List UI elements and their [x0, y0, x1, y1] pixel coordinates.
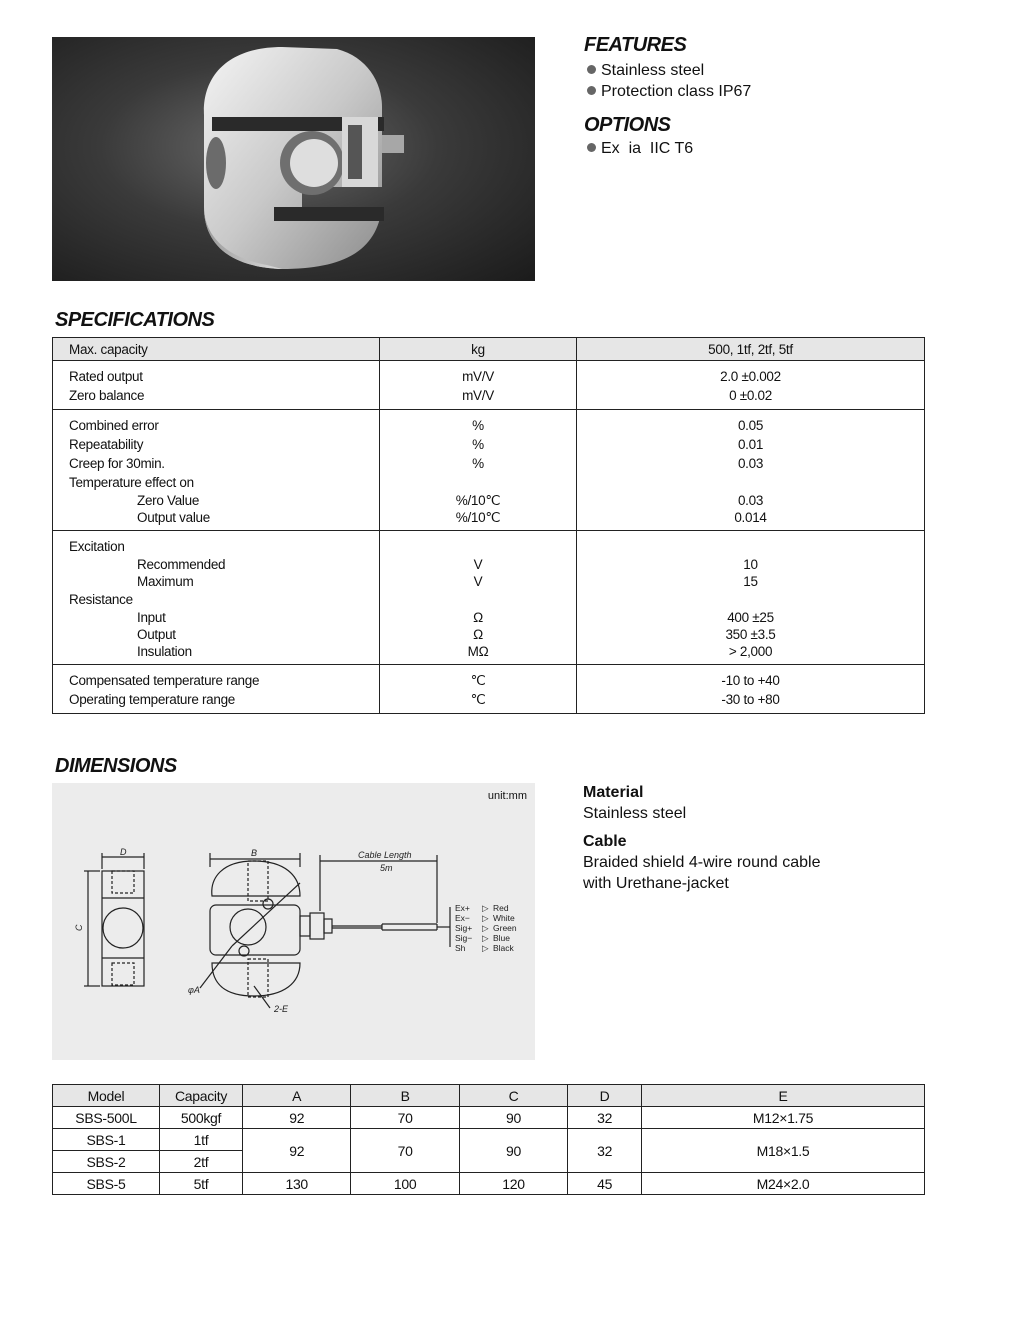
material-title: Material: [583, 784, 644, 801]
column-header: B: [351, 1085, 459, 1107]
param-label: Maximum: [137, 574, 194, 589]
options-list: [587, 138, 693, 159]
wire-color: Green: [493, 923, 517, 933]
wire-signal: Sh: [455, 943, 466, 953]
unit-label: V: [473, 557, 483, 572]
param-label: Insulation: [137, 644, 192, 659]
unit-label: %/10℃: [455, 510, 501, 525]
param-label: Input: [137, 610, 166, 625]
value-label: 2.0 ±0.002: [720, 369, 781, 384]
value-label: > 2,000: [728, 644, 773, 659]
list-item: Protection class IP67: [587, 81, 751, 102]
features-title: FEATURES: [584, 34, 687, 56]
wire-signal: Sig+: [455, 923, 473, 933]
column-header: C: [459, 1085, 567, 1107]
e-cell: M18×1.5: [642, 1129, 925, 1173]
value-label: -30 to +80: [721, 692, 780, 707]
dim-e-label: 2-E: [274, 1004, 289, 1014]
cable-line-1: Braided shield 4-wire round cable: [583, 854, 821, 871]
column-header: D: [568, 1085, 642, 1107]
model-cell: SBS-1: [53, 1129, 160, 1151]
dim-b-label: B: [251, 848, 258, 858]
unit-label: %/10℃: [455, 493, 501, 508]
param-label: Rated output: [69, 369, 143, 384]
param-label: Compensated temperature range: [69, 673, 260, 688]
unit-label: Ω: [473, 610, 483, 625]
unit-label: unit:mm: [487, 790, 527, 802]
a-cell: 92: [243, 1129, 351, 1173]
column-header: E: [642, 1085, 925, 1107]
wire-signal: Sig−: [455, 933, 473, 943]
value-label: [577, 590, 924, 609]
capacity-cell: 2tf: [160, 1151, 243, 1173]
table-row: [53, 531, 925, 665]
value-label: [577, 473, 924, 492]
param-label: Output: [137, 627, 176, 642]
table-row: [53, 665, 925, 714]
value-label: 0.01: [737, 437, 764, 452]
dimension-drawing: [52, 783, 535, 1060]
list-item: Ex ia IIC T6: [587, 138, 693, 159]
technical-drawing: [52, 783, 535, 1060]
wire-color: White: [493, 913, 515, 923]
models-table: [52, 1084, 925, 1195]
c-cell: 120: [459, 1173, 567, 1195]
cable-length-value: 5m: [380, 863, 393, 873]
unit-label: [380, 590, 576, 609]
b-cell: 70: [351, 1129, 459, 1173]
param-label: Operating temperature range: [69, 692, 236, 707]
unit-label: %: [472, 456, 484, 471]
unit-label: ℃: [470, 692, 486, 707]
c-cell: 90: [459, 1107, 567, 1129]
capacity-cell: 500kgf: [160, 1107, 243, 1129]
unit-label: %: [472, 437, 484, 452]
param-label: Zero Value: [137, 493, 200, 508]
param-label: Resistance: [69, 592, 133, 607]
options-title: OPTIONS: [584, 114, 671, 136]
table-row: [53, 1085, 925, 1107]
unit-label: Ω: [473, 627, 483, 642]
unit-label: MΩ: [467, 644, 489, 659]
value-label: [577, 537, 924, 556]
wire-color: Red: [493, 903, 509, 913]
unit-label: V: [473, 574, 483, 589]
triangle-icon: ▷: [482, 933, 489, 943]
capacity-cell: 5tf: [160, 1173, 243, 1195]
model-cell: SBS-5: [53, 1173, 160, 1195]
header-value: 500, 1tf, 2tf, 5tf: [577, 338, 925, 361]
dim-a-label: φA: [188, 985, 200, 995]
list-item: Stainless steel: [587, 60, 751, 81]
specifications-table: [52, 337, 925, 714]
param-label: Recommended: [137, 557, 226, 572]
e-cell: M24×2.0: [642, 1173, 925, 1195]
wire-signal: Ex+: [455, 903, 470, 913]
column-header: Model: [53, 1085, 160, 1107]
e-cell: M12×1.75: [642, 1107, 925, 1129]
param-label: Output value: [137, 510, 210, 525]
unit-label: ℃: [470, 673, 486, 688]
table-row: [53, 1173, 925, 1195]
d-cell: 32: [568, 1107, 642, 1129]
unit-label: [380, 537, 576, 556]
unit-label: %: [472, 418, 484, 433]
product-photo: [52, 37, 535, 281]
b-cell: 70: [351, 1107, 459, 1129]
wire-color: Black: [493, 943, 514, 953]
dim-d-label: D: [120, 847, 127, 857]
d-cell: 45: [568, 1173, 642, 1195]
capacity-cell: 1tf: [160, 1129, 243, 1151]
bullet-icon: [587, 65, 596, 74]
material-value: Stainless steel: [583, 805, 687, 822]
bullet-icon: [587, 86, 596, 95]
cable-line-2: with Urethane-jacket: [583, 875, 729, 892]
value-label: 0.014: [734, 510, 767, 525]
a-cell: 92: [243, 1107, 351, 1129]
value-label: 0 ±0.02: [729, 388, 772, 403]
column-header: A: [243, 1085, 351, 1107]
model-cell: SBS-500L: [53, 1107, 160, 1129]
column-header: Capacity: [160, 1085, 243, 1107]
header-param: Max. capacity: [53, 338, 380, 361]
model-cell: SBS-2: [53, 1151, 160, 1173]
wire-color: Blue: [493, 933, 511, 943]
param-label: Zero balance: [69, 388, 145, 403]
material-info: [583, 782, 820, 894]
cable-title: Cable: [583, 833, 627, 850]
param-label: Excitation: [69, 539, 125, 554]
bullet-icon: [587, 143, 596, 152]
features-list: [587, 60, 751, 102]
value-label: 0.03: [737, 493, 764, 508]
param-label: Creep for 30min.: [69, 456, 165, 471]
value-label: 400 ±25: [727, 610, 774, 625]
table-row: [53, 1107, 925, 1129]
param-label: Repeatability: [69, 437, 144, 452]
wire-signal: Ex−: [455, 913, 470, 923]
b-cell: 100: [351, 1173, 459, 1195]
value-label: 10: [743, 557, 758, 572]
table-row: [53, 1129, 925, 1151]
cable-length-label: Cable Length: [358, 850, 412, 860]
value-label: 15: [743, 574, 758, 589]
unit-label: mV/V: [462, 388, 494, 403]
specifications-title: SPECIFICATIONS: [55, 309, 215, 331]
triangle-icon: ▷: [482, 943, 489, 953]
table-row: [53, 410, 925, 531]
value-label: 350 ±3.5: [725, 627, 776, 642]
unit-label: mV/V: [462, 369, 494, 384]
value-label: 0.05: [737, 418, 764, 433]
triangle-icon: ▷: [482, 913, 489, 923]
dim-c-label: C: [74, 924, 84, 931]
s-type-load-cell-image: [52, 37, 535, 281]
value-label: 0.03: [737, 456, 764, 471]
triangle-icon: ▷: [482, 923, 489, 933]
param-label: Combined error: [69, 418, 159, 433]
triangle-icon: ▷: [482, 903, 489, 913]
table-row: [53, 338, 925, 361]
header-unit: kg: [380, 338, 577, 361]
dimensions-title: DIMENSIONS: [55, 755, 177, 777]
a-cell: 130: [243, 1173, 351, 1195]
param-label: Temperature effect on: [69, 475, 194, 490]
table-row: [53, 361, 925, 410]
d-cell: 32: [568, 1129, 642, 1173]
value-label: -10 to +40: [721, 673, 780, 688]
unit-label: [380, 473, 576, 492]
c-cell: 90: [459, 1129, 567, 1173]
